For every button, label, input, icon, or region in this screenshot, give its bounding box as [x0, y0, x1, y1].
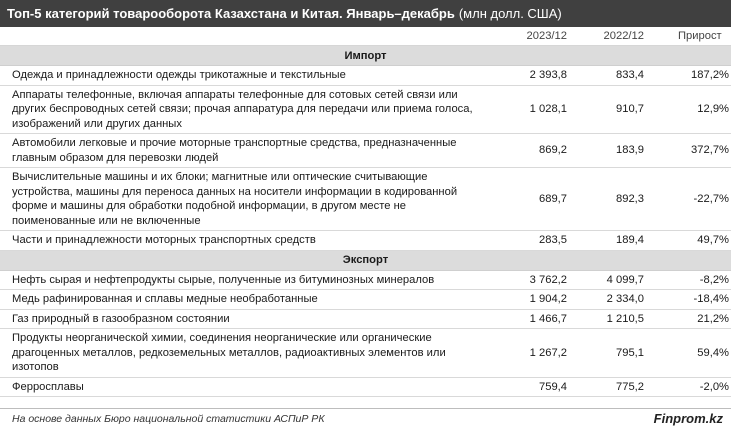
table-row — [0, 377, 731, 397]
title-bar — [0, 0, 731, 27]
category-name: Части и принадлежности моторных транспортных средств — [0, 231, 490, 251]
data-table — [0, 27, 731, 397]
value-2023: 1 028,1 — [490, 85, 567, 134]
header-2023: 2023/12 — [490, 27, 567, 46]
table-row — [0, 231, 731, 251]
value-2022: 2 334,0 — [567, 290, 644, 310]
growth-value: 12,9% — [644, 85, 731, 134]
value-2022: 910,7 — [567, 85, 644, 134]
header-2022: 2022/12 — [567, 27, 644, 46]
unit-label: (млн долл. США) — [458, 6, 562, 21]
growth-value: 187,2% — [644, 66, 731, 86]
brand-logo: Finprom.kz — [653, 411, 723, 426]
value-2022: 795,1 — [567, 329, 644, 378]
table-row — [0, 270, 731, 290]
value-2023: 283,5 — [490, 231, 567, 251]
growth-value: 21,2% — [644, 309, 731, 329]
category-name: Автомобили легковые и прочие моторные транспортные средства, предназначенные главным образом для перевозки людей — [0, 134, 490, 168]
value-2023: 1 466,7 — [490, 309, 567, 329]
category-name: Ферросплавы — [0, 377, 490, 397]
value-2023: 1 904,2 — [490, 290, 567, 310]
table-body — [0, 46, 731, 397]
value-2022: 775,2 — [567, 377, 644, 397]
value-2023: 3 762,2 — [490, 270, 567, 290]
category-name: Газ природный в газообразном состоянии — [0, 309, 490, 329]
category-name: Аппараты телефонные, включая аппараты телефонные для сотовых сетей связи или других беспроводных сетей связи; прочая аппаратура для передачи или приема голоса, изображений или других данных — [0, 85, 490, 134]
growth-value: -8,2% — [644, 270, 731, 290]
footer — [0, 408, 731, 428]
table-row — [0, 85, 731, 134]
value-2023: 1 267,2 — [490, 329, 567, 378]
value-2022: 183,9 — [567, 134, 644, 168]
header-name — [0, 27, 490, 46]
category-name: Вычислительные машины и их блоки; магнитные или оптические считывающие устройства, машины для переноса данных на носители информации в кодированной форме и машины для обработки подобной информации, в другом месте не поименованные или не включенные — [0, 168, 490, 231]
value-2022: 1 210,5 — [567, 309, 644, 329]
growth-value: -2,0% — [644, 377, 731, 397]
growth-value: -18,4% — [644, 290, 731, 310]
table-row — [0, 66, 731, 86]
value-2022: 189,4 — [567, 231, 644, 251]
growth-value: 59,4% — [644, 329, 731, 378]
value-2023: 2 393,8 — [490, 66, 567, 86]
value-2022: 833,4 — [567, 66, 644, 86]
header-row — [0, 27, 731, 46]
category-name: Медь рафинированная и сплавы медные необработанные — [0, 290, 490, 310]
table-row — [0, 290, 731, 310]
growth-value: -22,7% — [644, 168, 731, 231]
growth-value: 372,7% — [644, 134, 731, 168]
section-header — [0, 46, 731, 66]
growth-value: 49,7% — [644, 231, 731, 251]
section-label: Импорт — [0, 46, 731, 66]
value-2023: 759,4 — [490, 377, 567, 397]
value-2022: 4 099,7 — [567, 270, 644, 290]
header-growth: Прирост — [644, 27, 731, 46]
category-name: Нефть сырая и нефтепродукты сырые, полученные из битуминозных минералов — [0, 270, 490, 290]
table-row — [0, 329, 731, 378]
table-row — [0, 134, 731, 168]
value-2022: 892,3 — [567, 168, 644, 231]
table-row — [0, 168, 731, 231]
category-name: Продукты неорганической химии, соединения неорганические или органические драгоценных металлов, редкоземельных металлов, радиоактивных элементов или изотопов — [0, 329, 490, 378]
source-note: На основе данных Бюро национальной статистики АСПиР РК — [12, 412, 325, 425]
category-name: Одежда и принадлежности одежды трикотажные и текстильные — [0, 66, 490, 86]
table-title: Топ-5 категорий товарооборота Казахстана и Китая. Январь–декабрь — [7, 6, 455, 21]
section-header — [0, 250, 731, 270]
value-2023: 869,2 — [490, 134, 567, 168]
section-label: Экспорт — [0, 250, 731, 270]
table-row — [0, 309, 731, 329]
value-2023: 689,7 — [490, 168, 567, 231]
